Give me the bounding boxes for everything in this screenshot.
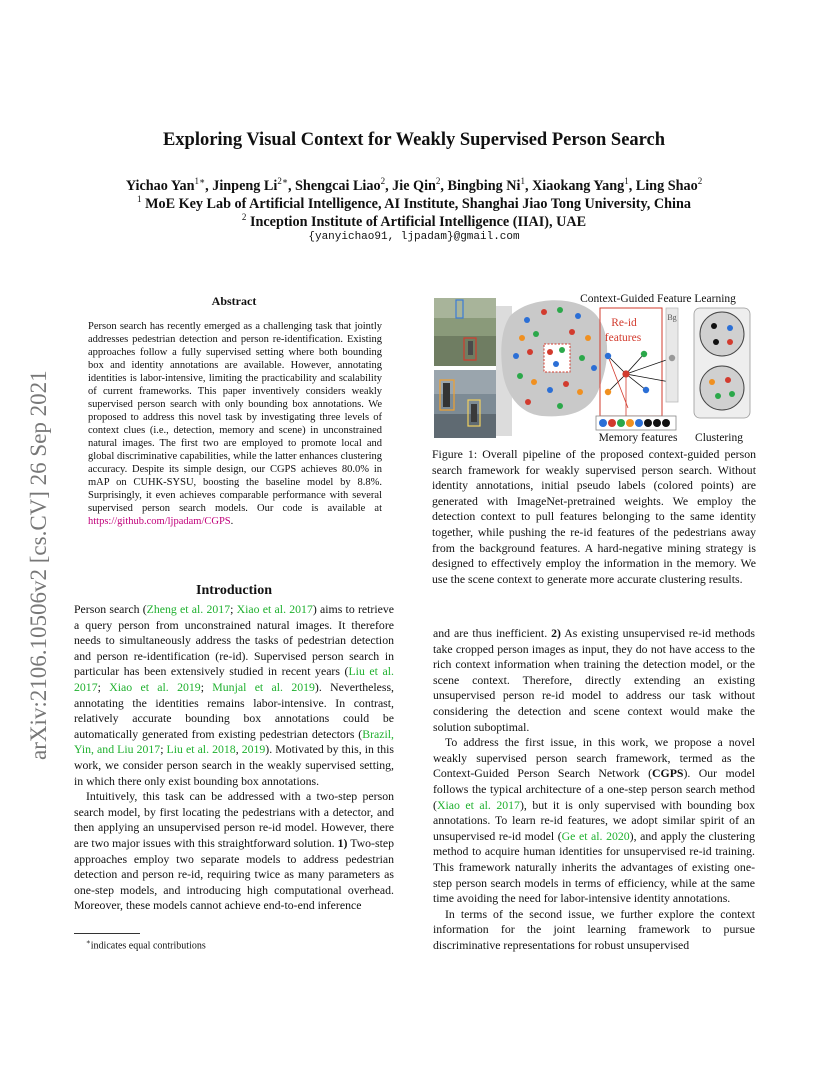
paragraph-text: Intuitively, this task can be addressed with a two-step person search model, by first locating the pedestrians with a detector, and then applying an unsupervised person re-id model. However, there are two major issues with this straightforward solution.	[74, 789, 394, 850]
intro-right-paragraph	[433, 735, 755, 907]
left-column-body	[74, 602, 394, 914]
citation-link[interactable]: Liu et al. 2017	[74, 664, 394, 694]
abstract-end: .	[230, 516, 234, 527]
paragraph-text: As existing unsupervised re-id methods take cropped person images as input, they do not have access to the rich context information when training the detection model, or the scene context. Therefore, directly extending an existing unsupervised person re-id model to address our task without considering the detection and scene context would make the solution suboptimal.	[433, 626, 755, 734]
clustering-label: Clustering	[695, 432, 743, 444]
citation-link[interactable]: Xiao et al. 2017	[236, 602, 313, 616]
author-name: Yichao Yan	[125, 178, 195, 194]
cluster-panel	[694, 308, 750, 418]
paragraph-text: and are thus inefficient.	[433, 626, 552, 640]
paragraph-text: CGPS	[652, 766, 684, 781]
citation-link[interactable]: 2019	[241, 742, 266, 757]
author-sup: 2∗	[277, 176, 288, 186]
paragraph-text: ;	[160, 742, 167, 757]
paragraph-text: Person search (	[74, 602, 147, 616]
reid-label-line2: features	[604, 332, 642, 344]
author-name: Bingbing Ni	[447, 178, 521, 194]
author-email: {yanyichao91, ljpadam}@gmail.com	[308, 231, 520, 243]
paragraph-text: ), and apply the clustering method to acquire human identities for unsupervised re-id training. This framework naturally inherits the advantages of existing one-step person search models in terms of efficiency, while at the same time avoiding the need for labor-intensive identity annotations.	[433, 828, 755, 906]
paragraph-text: ). Motivated by this, in this work, we consider person search in the weakly supervised setting, in which there only exist bounding box annotations.	[74, 742, 394, 788]
paragraph-text: In terms of the second issue, we further explore the context information for the joint learning framework to pursue discriminative representations for robust unsupervised	[433, 906, 755, 952]
author-name: Xiaokang Yang	[532, 178, 625, 194]
paragraph-text: ), but it is only supervised with bounding box annotations. To learn re-id features, we adopt similar spirit of an unsupervised re-id model (	[433, 797, 755, 843]
paragraph-text: 1)	[337, 835, 348, 850]
author-sup: 1	[624, 176, 629, 186]
footnote-text: indicates equal contributions	[90, 940, 206, 952]
author-name: Ling Shao	[635, 178, 698, 194]
paper-title: Exploring Visual Context for Weakly Supervised Person Search	[162, 130, 666, 150]
citation-link[interactable]: Xiao et al. 2017	[436, 797, 520, 812]
citation-link[interactable]: Brazil, Yin, and Liu 2017	[74, 726, 394, 757]
introduction-heading: Introduction	[196, 583, 272, 598]
bg-point	[669, 355, 675, 361]
abstract-heading: Abstract	[211, 294, 257, 308]
paragraph-text: ;	[230, 602, 237, 616]
paragraph-text: ) aims to retrieve a query person from unconstrained natural images. It therefore needs to simultaneously address the tasks of pedestrian detection and person re-identification (re-id). Supervised person search in particular has been extensively studied in recent years (	[74, 602, 394, 679]
author-sup: 2	[435, 176, 441, 186]
figure-header: Context-Guided Feature Learning	[580, 293, 736, 305]
citation-link[interactable]: Xiao et al. 2019	[109, 679, 201, 694]
citation-link[interactable]: Munjal et al. 2019	[212, 679, 315, 694]
reid-label-line1: Re-id	[611, 317, 637, 329]
paragraph-text: ;	[97, 679, 110, 694]
arxiv-id: arXiv:2106.10506v2 [cs.CV] 26 Sep 2021	[26, 370, 51, 760]
author-name: Jie Qin	[392, 178, 436, 194]
code-link[interactable]: https://github.com/ljpadam/CGPS	[88, 516, 231, 527]
figure-1-caption: Figure 1: Overall pipeline of the proposed context-guided person search framework for weakly supervised person search. Without identity annotations, initial pseudo labels (colored points) are generated with ImageNet-pretrained weights. We employ the detection context to pull features belonging to the same identity together, while pushing the re-id features of the pedestrians away from the background features. A hard-negative mining strategy is designed to effectively employ the information in the memory. We use the scene context to generate more accurate clustering results.	[432, 447, 756, 586]
author-sup: 2	[380, 176, 386, 186]
paragraph-text: Two-step approaches employ two separate models to address pedestrian detection and person re-id, requiring twice as many parameters as one-step models, and introducing high computational overhead. Moreover, these models cannot achieve end-to-end inference	[74, 835, 394, 913]
bg-label: Bg	[667, 313, 677, 322]
footnote-rule	[74, 933, 140, 934]
author-sup: 1∗	[194, 176, 206, 186]
abstract-body	[88, 320, 382, 528]
affiliation-1-text: MoE Key Lab of Artificial Intelligence, AI Institute, Shanghai Jiao Tong University, China	[145, 196, 691, 212]
paragraph-text: 2)	[551, 626, 561, 640]
citation-link[interactable]: Liu et al. 2018	[166, 742, 236, 757]
author-name: Shengcai Liao	[295, 178, 381, 194]
citation-link[interactable]: Zheng et al. 2017	[146, 602, 231, 616]
citation-link[interactable]: Ge et al. 2020	[561, 828, 630, 843]
intro-right-paragraph	[433, 626, 755, 735]
author-list: Yichao Yan$^{1∗}$, Jinpeng $Li^{2∗}$, Shengcai Liao$^2$, Jie Qin$^2$, Bingbing Ni$^1$, Xiaokang Yang$^1$, Ling Shao$^2$	[125, 176, 703, 194]
memory-bank	[596, 416, 676, 430]
footnote-mark: ∗	[86, 938, 91, 946]
affiliation-2-text: Inception Institute of Artificial Intelligence (IIAI), UAE	[249, 214, 587, 230]
paragraph-text: To address the first issue, in this work, we propose a novel weakly supervised person search framework, termed as the Context-Guided Person Search Network (	[433, 735, 755, 781]
abstract-text: Person search has recently emerged as a challenging task that jointly addresses pedestrian detection and person re-identification. Existing approaches follow a fully supervised setting where both bounding box and identity annotations are available. However, annotating identities is labor-intensive, limiting the practicability and scalability of current frameworks. This paper inventively considers weakly supervised person search with only bounding box annotations. We proposed to address this novel task by investigating three levels of context clues (i.e., detection, memory and scene) in unconstrained natural images. The first two are employed to promote local and global discriminative capabilities, while the latter enhances clustering accuracy. Despite its simple design, our CGPS achieves 80.0% in mAP on CUHK-SYSU, boosting the baseline model by 8.8%. Surprisingly, it even achieves comparable performance with several supervised person search models. Our code is available at	[88, 321, 382, 514]
affiliation-2-sup: 2	[241, 212, 247, 222]
intro-left-paragraph	[74, 789, 394, 914]
paragraph-text: ,	[235, 742, 242, 757]
input-photo-1	[434, 298, 496, 366]
affiliation-1-sup: 1	[137, 194, 142, 204]
paragraph-text: ). Our model follows the typical architecture of a one-step person search method (	[433, 766, 755, 812]
author-sup: 2	[697, 176, 703, 186]
figure-1-pipeline	[432, 286, 758, 446]
author-sup: 1	[520, 176, 525, 186]
intro-right-paragraph	[433, 907, 755, 954]
affiliation-2	[0, 208, 828, 231]
arxiv-watermark	[26, 290, 50, 760]
paragraph-text: ;	[200, 679, 213, 694]
intro-left-paragraph	[74, 602, 394, 789]
input-photo-2	[434, 370, 496, 438]
paragraph-text: ). Nevertheless, annotating the identities remains labor-intensive. In contrast, relatively accurate bounding box annotations could be automatically generated from existing pedestrian detectors (	[74, 679, 394, 741]
footnote	[86, 938, 206, 951]
memory-features-label: Memory features	[598, 432, 678, 444]
author-name: Jinpeng Li	[212, 178, 278, 194]
right-column-body	[433, 626, 755, 953]
